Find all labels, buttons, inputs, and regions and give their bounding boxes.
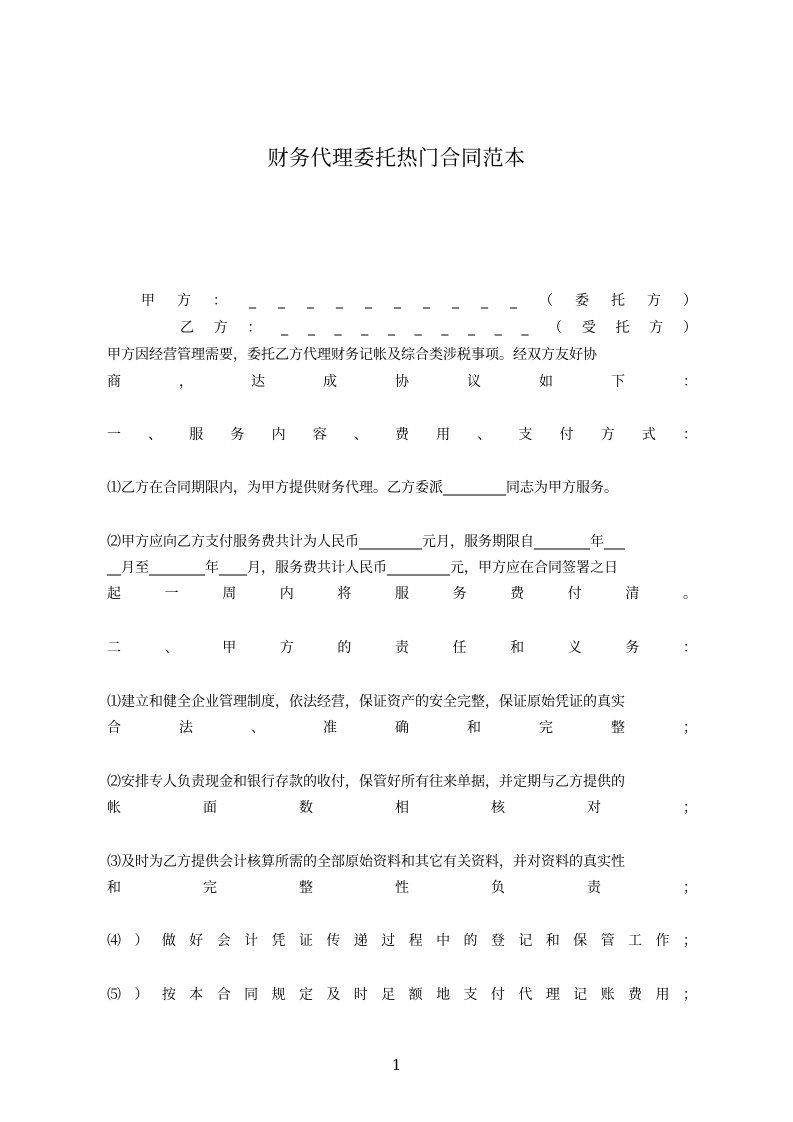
spread-char: 用: [655, 987, 670, 1003]
spread-char: ；: [682, 987, 697, 1003]
spread-char: 记: [518, 933, 533, 949]
spread-char: 保: [573, 933, 588, 949]
spread-char: 定: [298, 987, 313, 1003]
spread-char: 准: [323, 720, 337, 736]
spread-char: 时: [353, 987, 368, 1003]
intro-line-2: [107, 372, 697, 392]
spread-char: 作: [655, 933, 670, 949]
spread-char: 合: [107, 720, 121, 736]
spread-char: 二: [107, 640, 121, 656]
spread-char: 费: [394, 427, 409, 443]
spread-char: 服: [189, 427, 204, 443]
spread-char: 中: [436, 933, 451, 949]
spread-char: 一: [107, 427, 121, 443]
spread-char: 确: [395, 720, 409, 736]
spread-char: ；: [683, 720, 697, 736]
spread-char: 和: [510, 640, 525, 656]
spread-char: ⑸: [107, 987, 121, 1003]
spread-char: 地: [436, 987, 451, 1003]
spread-char: 管: [600, 933, 615, 949]
spread-char: 、: [353, 427, 368, 443]
spread-char: 乙: [180, 320, 194, 336]
spread-char: _: [334, 320, 342, 336]
spread-char: 规: [271, 987, 286, 1003]
spread-char: 方: [649, 320, 664, 336]
spread-char: 法: [179, 720, 193, 736]
document-title: 财务代理委托热门合同范本: [267, 146, 526, 170]
spread-char: 代: [518, 987, 533, 1003]
spread-char: 支: [518, 427, 533, 443]
spread-char: 费: [510, 586, 525, 602]
spread-char: _: [336, 293, 343, 309]
spread-char: _: [521, 320, 529, 336]
spread-char: 下: [611, 374, 625, 390]
spread-char: 付: [490, 987, 505, 1003]
spread-char: _: [452, 293, 459, 309]
spread-char: _: [441, 320, 449, 336]
spread-char: 方: [279, 640, 294, 656]
spread-char: 和: [467, 720, 481, 736]
spread-char: 甲: [222, 640, 237, 656]
spread-char: 服: [394, 586, 409, 602]
spread-char: 用: [436, 427, 451, 443]
spread-char: ：: [213, 293, 227, 309]
spread-char: ⑷: [107, 933, 121, 949]
spread-char: 清: [625, 586, 640, 602]
spread-char: 任: [452, 640, 467, 656]
spread-char: ，: [179, 374, 193, 390]
spread-char: 责: [394, 640, 409, 656]
spread-char: _: [510, 293, 517, 309]
spread-char: 一: [164, 586, 179, 602]
spread-char: 容: [312, 427, 327, 443]
spread-char: 务: [230, 427, 245, 443]
spread-char: 及: [326, 987, 341, 1003]
spread-char: _: [307, 293, 314, 309]
spread-char: 委: [575, 293, 589, 309]
spread-char: 付: [559, 427, 574, 443]
spread-char: （: [539, 293, 553, 309]
spread-char: 付: [567, 586, 582, 602]
spread-char: 托: [611, 293, 625, 309]
spread-char: ）: [683, 293, 697, 309]
spread-char: 协: [395, 374, 409, 390]
spread-char: 理: [545, 987, 560, 1003]
spread-char: _: [365, 293, 372, 309]
spread-char: ；: [682, 933, 697, 949]
party-a-line: [141, 291, 697, 311]
spread-char: 如: [539, 374, 553, 390]
spread-char: 、: [164, 640, 179, 656]
spread-char: 务: [452, 586, 467, 602]
clause-2-1-line-2: [107, 718, 697, 738]
spread-char: 合: [216, 987, 231, 1003]
spread-char: 将: [337, 586, 352, 602]
spread-char: 对: [587, 800, 601, 816]
spread-char: 负: [491, 880, 505, 896]
spread-char: 、: [477, 427, 492, 443]
section-1-heading: [107, 425, 697, 445]
spread-char: 登: [490, 933, 505, 949]
spread-char: 好: [189, 933, 204, 949]
spread-char: 的: [337, 640, 352, 656]
spread-char: _: [414, 320, 422, 336]
intro-line-1: 甲方因经营管理需要，委托乙方代理财务记帐及综合类涉税事项。经双方友好协: [107, 347, 597, 363]
spread-char: _: [307, 320, 315, 336]
spread-char: 费: [628, 987, 643, 1003]
spread-char: 和: [545, 933, 560, 949]
section-2-heading: [107, 638, 697, 658]
spread-char: ：: [247, 320, 262, 336]
spread-char: ：: [683, 374, 697, 390]
clause-1-2-line-3: [107, 584, 697, 604]
spread-char: ）: [134, 933, 149, 949]
spread-char: _: [278, 293, 285, 309]
spread-char: _: [481, 293, 488, 309]
spread-char: 过: [381, 933, 396, 949]
spread-char: 内: [279, 586, 294, 602]
clause-1-2-line-2: __月至________年____月，服务费共计人民币_________元，甲方应在合同签署之日: [107, 560, 618, 576]
spread-char: 会: [216, 933, 231, 949]
spread-char: 程: [408, 933, 423, 949]
spread-char: 、: [148, 427, 163, 443]
spread-char: ）: [682, 320, 697, 336]
spread-char: 方: [647, 293, 661, 309]
spread-char: 完: [539, 720, 553, 736]
spread-char: 商: [107, 374, 121, 390]
spread-char: 按: [161, 987, 176, 1003]
spread-char: 本: [189, 987, 204, 1003]
spread-char: _: [387, 320, 395, 336]
spread-char: 同: [244, 987, 259, 1003]
spread-char: 受: [581, 320, 596, 336]
spread-char: 和: [107, 880, 121, 896]
clause-2-2-line-2: [107, 798, 697, 818]
spread-char: 甲: [141, 293, 155, 309]
spread-char: 整: [299, 880, 313, 896]
spread-char: _: [394, 293, 401, 309]
clause-1-1: ⑴乙方在合同期限内，为甲方提供财务代理。乙方委派_________同志为甲方服务。: [107, 480, 618, 496]
spread-char: 务: [625, 640, 640, 656]
spread-char: 方: [177, 293, 191, 309]
clause-2-3-line-1: ⑶及时为乙方提供会计核算所需的全部原始资料和其它有关资料，并对资料的真实性: [107, 854, 625, 870]
page-number: 1: [391, 1056, 402, 1074]
spread-char: 式: [641, 427, 656, 443]
spread-char: _: [249, 293, 256, 309]
spread-char: 账: [600, 987, 615, 1003]
spread-char: 相: [395, 800, 409, 816]
spread-char: _: [281, 320, 289, 336]
spread-char: 的: [463, 933, 478, 949]
spread-char: 整: [611, 720, 625, 736]
spread-char: 。: [682, 586, 697, 602]
spread-char: 成: [323, 374, 337, 390]
spread-char: _: [494, 320, 502, 336]
spread-char: （: [548, 320, 563, 336]
spread-char: 递: [353, 933, 368, 949]
spread-char: 面: [203, 800, 217, 816]
clause-1-2-line-1: ⑵甲方应向乙方支付服务费共计为人民币_________元月，服务期限自________年___: [107, 534, 625, 550]
spread-char: ；: [683, 880, 697, 896]
spread-char: _: [361, 320, 369, 336]
spread-char: 完: [203, 880, 217, 896]
party-b-line: [180, 318, 697, 338]
spread-char: 记: [573, 987, 588, 1003]
spread-char: 达: [251, 374, 265, 390]
spread-char: 方: [213, 320, 228, 336]
spread-char: _: [468, 320, 476, 336]
spread-char: 核: [491, 800, 505, 816]
spread-char: _: [423, 293, 430, 309]
spread-char: 足: [381, 987, 396, 1003]
spread-char: 性: [395, 880, 409, 896]
clause-2-4: [107, 931, 697, 951]
clause-2-5: [107, 985, 697, 1005]
spread-char: 托: [615, 320, 630, 336]
spread-char: 责: [587, 880, 601, 896]
spread-char: ：: [682, 427, 697, 443]
spread-char: 起: [107, 586, 121, 602]
spread-char: 凭: [271, 933, 286, 949]
spread-char: 做: [161, 933, 176, 949]
clause-2-1-line-1: ⑴建立和健全企业管理制度，依法经营，保证资产的安全完整，保证原始凭证的真实: [107, 694, 625, 710]
spread-char: 传: [326, 933, 341, 949]
clause-2-2-line-1: ⑵安排专人负责现金和银行存款的收付，保管好所有往来单据，并定期与乙方提供的: [107, 774, 625, 790]
spread-char: ）: [134, 987, 149, 1003]
spread-char: 额: [408, 987, 423, 1003]
spread-char: 帐: [107, 800, 121, 816]
spread-char: 周: [222, 586, 237, 602]
spread-char: 工: [628, 933, 643, 949]
clause-2-3-line-2: [107, 878, 697, 898]
spread-char: 方: [600, 427, 615, 443]
spread-char: 计: [244, 933, 259, 949]
spread-char: 议: [467, 374, 481, 390]
spread-char: 数: [299, 800, 313, 816]
spread-char: ：: [682, 640, 697, 656]
spread-char: 、: [251, 720, 265, 736]
spread-char: 义: [567, 640, 582, 656]
spread-char: ；: [683, 800, 697, 816]
spread-char: 内: [271, 427, 286, 443]
spread-char: 证: [298, 933, 313, 949]
spread-char: 支: [463, 987, 478, 1003]
